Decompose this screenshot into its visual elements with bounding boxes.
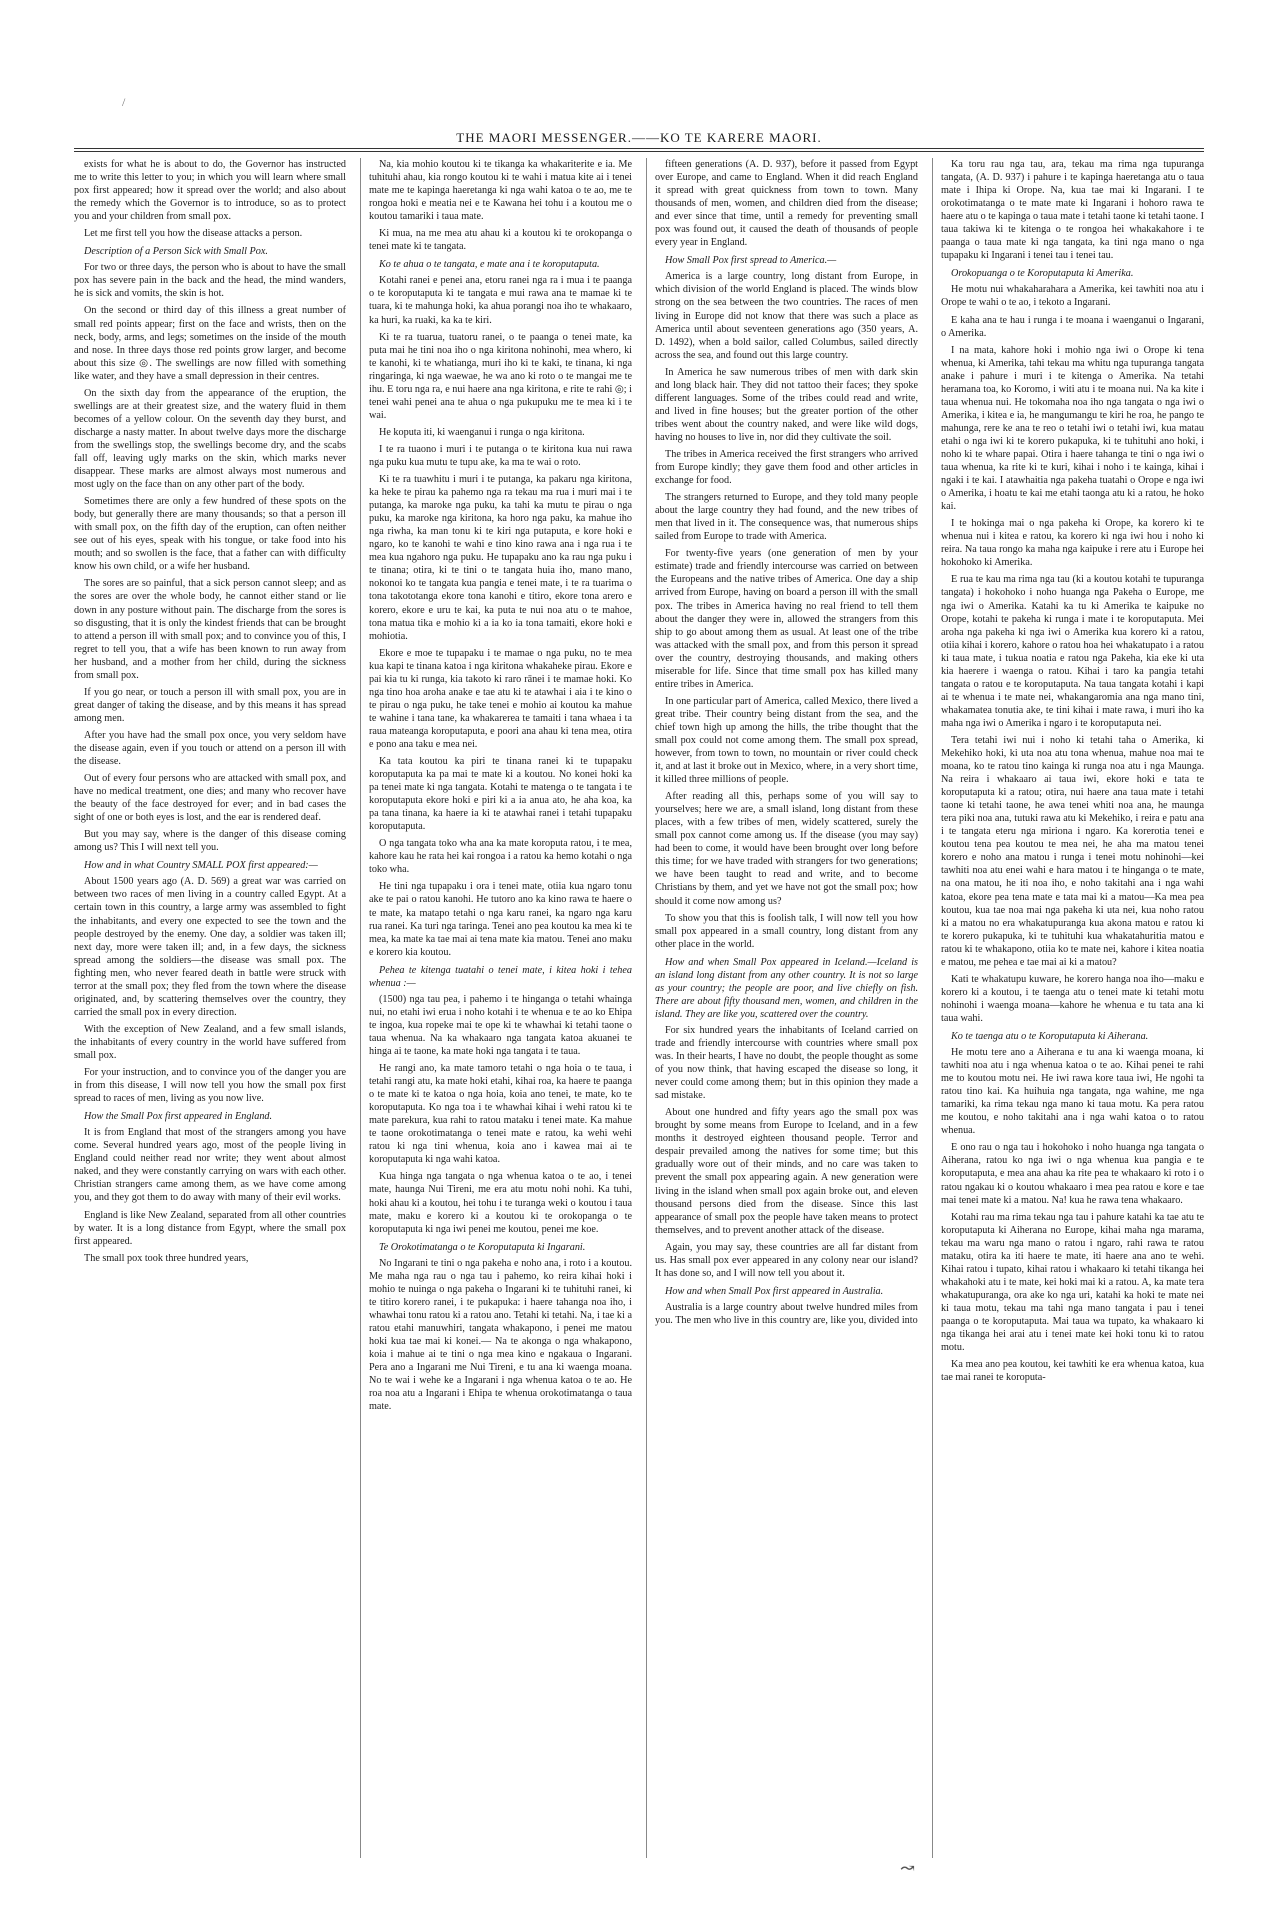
body-paragraph: On the sixth day from the appearance of the eruption, the swellings are at their greatest size, and the watery fluid in them becomes of a yellow colour. On the seventh day they burst, and discharge a nasty matter. In about twelve days more the discharge from the swellings stop, the swellings become dry, and the scabs fall off, leaving ugly marks on the skin, which marks never disappear. These marks are almost always most numerous and most ugly on the face than on any other part of the body. [74, 387, 346, 491]
body-paragraph: Ka mea ano pea koutou, kei tawhiti ke era whenua katoa, kua tae mai ranei te koroputa- [941, 1359, 1204, 1384]
body-paragraph: For six hundred years the inhabitants of Iceland carried on trade and friendly intercourse with countries where small pox was. In their hearts, I have no doubt, the people thought as some of you now think, that having escaped the disease so long, it never could come among them; but in this opinion they made a sad mistake. [655, 1024, 918, 1102]
body-paragraph: About 1500 years ago (A. D. 569) a great war was carried on between two races of men living in a country called Egypt. At a certain town in this country, a large army was assembled to fight the inhabitants, and every one expected to see the town and the people destroyed by the enemy. One day, a soldier was taken ill; next day, more were taken ill; and, in a few days, the sickness spread among the soldiers—the disease was small pox. The fighting men, who never feared death in battle were struck with terror at the small pox; they fled from the town where the disease originated, and, by scattering themselves over the country, they carried the small pox in every direction. [74, 876, 346, 1018]
body-paragraph: Ka toru rau nga tau, ara, tekau ma rima nga tupuranga tangata, (A. D. 937) i pahure i te kapinga haeretanga atu o taua mate i Ihipa ki Orope. Na, kua tae mai ki Ingarani. I te orokotimatanga o te mate mate ki Ingarani i hohoro rawa te haere atu o te kapinga o taua mate i tetahi taone ki tetahi taone. I taua takiwa ki te kitenga o te rongoa hei whakakahore i te paanga o taua mate ki nga tangata, ka tini nga mano o nga tupapaku ki Ingarani i tenei tau i tenei tau. [941, 159, 1204, 262]
header-rule [74, 151, 1204, 152]
section-heading: Pehea te kitenga tuatahi o tenei mate, i kitea hoki i tehea whenua :— [369, 964, 632, 989]
section-heading: How and in what Country SMALL POX first appeared:— [84, 860, 318, 872]
body-paragraph: I te ra tuaono i muri i te putanga o te kiritona kua nui rawa nga puku kua mutu te tupu ake, ka ma te wai o roto. [369, 443, 632, 468]
body-paragraph: fifteen generations (A. D. 937), before it passed from Egypt over Europe, and came to England. When it did reach England it spread with great quickness from town to town. Many thousands of men, women, and children died from the disease; and ever since that time, until a remedy for preventing small pox was found out, it caused the death of thousands of people every year in England. [655, 159, 918, 249]
body-paragraph: I na mata, kahore hoki i mohio nga iwi o Orope ki tena whenua, ki Amerika, tahi tekau ma whitu nga tupuranga tangata anake i pahure i muri i te kitenga o Amerika. Na tetahi heramana toa, ko Koromo, i witi atu i te moana nui. Na ka kite i taua whenua nui. He tokomaha noa iho nga tangata o nga iwi o Amerika, i kitea e ia, he mangumangu te kiri he roa, he pango te mahunga, rere ke ana te reo o tetahi iwi o tetahi iwi, kua matau etahi o nga iwi ki te korero pukapuka, ki te tuhituhi ano hoki, i noho ki te whare papai. Otira i haere tahanga te tini o nga iwi o taua whenua, ka rite ki te kuri, kihai i noho i te kainga, kihai i ngaki i te kai. I atawhaitia nga pakeha tuatahi o Orope e nga iwi o Amerika, i hoatu te kai me etahi taonga atu ki a ratou, he hoko kai. [941, 344, 1204, 513]
body-paragraph: For your instruction, and to convince you of the danger you are in from this disease, I will now tell you how the small pox first spread to races of men, living as you now live. [74, 1067, 346, 1105]
body-paragraph: The tribes in America received the first strangers who arrived from Europe kindly; they gave them food and other articles in exchange for food. [655, 448, 918, 487]
body-paragraph: Ki mua, na me mea atu ahau ki a koutou ki te orokopanga o tenei mate ki te tangata. [369, 228, 632, 253]
body-paragraph: He motu nui whakaharahara a Amerika, kei tawhiti noa atu i Orope te wahi o te ao, i tekoto a Ingarani. [941, 284, 1204, 309]
body-paragraph: The small pox took three hundred years, [84, 1252, 249, 1264]
section-heading: Orokopuanga o te Koroputaputa ki Amerika. [951, 268, 1134, 280]
text-columns [74, 158, 1204, 1858]
body-paragraph: Let me first tell you how the disease attacks a person. [84, 228, 303, 240]
column-english-1 [74, 158, 346, 1858]
running-title: THE MAORI MESSENGER.——KO TE KARERE MAORI. [456, 130, 822, 145]
body-paragraph: After reading all this, perhaps some of you will say to yourselves; here we are, a small island, long distant from these places, with a few tribes of men, widely scattered, surely the small pox cannot come among us. If the disease (you may say) had been to come, it would have been brought over long before this time; for we have traded with strangers for two generations; we have been taught to read and write, and to become Christians by them, and yet we have not got the small pox; how should it come now among us? [655, 791, 918, 907]
body-paragraph: America is a large country, long distant from Europe, in which division of the world England is placed. The winds blow strong on the sea between the two countries. The races of men living in Europe did not know that there was such a place as America until about seventeen generations ago (350 years, A. D. 1492), when a bold sailor, called Columbus, sailed directly across the sea, and found out this large country. [655, 271, 918, 361]
body-paragraph: Kati te whakatupu kuware, he korero hanga noa iho—maku e korero ki a koutou, i te taenga atu o tenei mate ki tetahi motu nohinohi i waenga moana—kahore he whenua e tu tata ana ki taua wahi. [941, 973, 1204, 1024]
body-paragraph: E kaha ana te hau i runga i te moana i waenganui o Ingarani, o Amerika. [941, 314, 1204, 339]
body-paragraph: To show you that this is foolish talk, I will now tell you how small pox appeared in a small country, long distant from any other place in the world. [655, 912, 918, 950]
body-paragraph: (1500) nga tau pea, i pahemo i te hinganga o tetahi whainga nui, no etahi iwi erua i noho kotahi i te whenua e te ao ko Ehipa te ingoa, kua ropeke mai te ope ki te whawhai ki tetahi taone o taua whenua. Na ka whakaaro nga tangata katoa akuanei te hinga ai te taone, ka mate hoki nga tangata i te taua. [369, 993, 632, 1057]
body-paragraph: Kotahi ranei e penei ana, etoru ranei nga ra i mua i te paanga o te koroputaputa ki te tangata e mui rawa ana te mamae ki te tuara, ki te mahunga hoki, ka ahua porangi noa iho te whakaaro, ka huri, ka ruaki, ka ka te kiri. [369, 275, 632, 326]
body-paragraph: I te hokinga mai o nga pakeha ki Orope, ka korero ki te whenua nui i kitea e ratou, ka korero ki nga iwi hou i noho ki reira. Na taua rongo ka maha nga kaipuke i rere atu i Europe hei hokohoko ki Amerika. [941, 518, 1204, 569]
body-paragraph: Again, you may say, these countries are all far distant from us. Has small pox ever appeared in any colony near our island? It has done so, and I will now tell you about it. [655, 1241, 918, 1279]
section-heading: How and when Small Pox appeared in Iceland.—Iceland is an island long distant from any other country. It is not so large as your country; the people are poor, and live chiefly on fish. There are about fifty thousand men, women, and children in the island. They are like you, scattered over the country. [655, 956, 918, 1020]
column-maori-2 [932, 158, 1204, 1858]
body-paragraph: Sometimes there are only a few hundred of these spots on the body, but generally there are many thousands; so that a person ill with small pox, on the fifth day of the eruption, can often neither see out of his eyes, speak with his tongue, or take food into his mouth; and so swollen is the face, that a father can with difficulty know his own child, or a wife her husband. [74, 496, 346, 573]
body-paragraph: He motu tere ano a Aiherana e tu ana ki waenga moana, ki tawhiti noa atu i nga whenua katoa o te ao. Kihai penei te rahi me to koutou motu nei. He iwi rawa kore taua iwi, He ngohi ta ratou tino kai. Ka huihuia nga tangata, nga wahine, me nga tamariki, ka rima tekau nga mano ki taua motu. Ka pera ratou me koutou, e noho takitahi ana i nga wahi katoa o to ratou whenua. [941, 1047, 1204, 1137]
body-paragraph: Kua hinga nga tangata o nga whenua katoa o te ao, i tenei mate, haunga Nui Tireni, me era atu motu nohi nohi. Ka tuhi, hoki ahau ki a koutou, hei tohu i te turanga weki o koutou i taua mate, maku e korero ki a koutou ki te orokopanga o te koroputaputa ki nga iwi penei me koutou, penei me koe. [369, 1171, 632, 1235]
body-paragraph: He rangi ano, ka mate tamoro tetahi o nga hoia o te taua, i tetahi rangi atu, ka mate hoki etahi, kihai roa, ka haere te paanga o te mate ki te katoa o nga hoia, koia ano tenei, te mate, ko te koroputaputa. Ko nga toa i te whawhai kihai i wehi ratou ki te mate parekura, kua rahi to ratou mataku i tenei mate. Ka mahue te taone orokotimatanga o tenei mate e ratou, ka wehi wehi ratou ki nga tini whenua, koia ano i kawea mai ai te koroputaputa ki nga wahi katoa. [369, 1063, 632, 1166]
body-paragraph: With the exception of New Zealand, and a few small islands, the inhabitants of every country in the world have suffered from small pox. [74, 1023, 346, 1061]
body-paragraph: Ekore e moe te tupapaku i te mamae o nga puku, no te mea kua kapi te tinana katoa i nga kiritona whakaheke pirau. Ekore e pai kia tu ki runga, kia takoto ki raro rānei i te mamae hoki. Ko nga tino hoa aroha anake e tae atu ki te atawhai i aia i te kino o te pirau o nga puku, he take tenei e mohio ai koutou ka mahue te wahine i tana tane, ka whakarerea te tamaiti i tana whaea i ta raua mateanga koroputaputa, e poori ana ahau ki tena mea, otira e pono ana taku e mea nei. [369, 647, 632, 750]
body-paragraph: No Ingarani te tini o nga pakeha e noho ana, i roto i a koutou. Me maha nga rau o nga tau i pahemo, ko reira kihai hoki i mohio te nuinga o nga pakeha o Ingarani ki te tuhituhi ranei, ki te titiro korero ranei, i te pukapuka: i haere tahanga noa iho, i whawhai tonu ratou ki a ratou ano. Tetahi ki tetahi. Na, i tae ki a ratou etahi manuwhiri, tangata whakapono, i penei me matou hoki kua tae mai ki konei.— Na te akonga o nga whakapono, koia i mahue ai te tini o nga mea kino e ngakaua o Ingarani. Pera ano a Ingarani me Nui Tireni, e tu ana ki waenga moana. No te wai i wehe ke a Ingarani i nga whenua katoa o te ao. He roa noa atu a Ingarani i Ehipa te whenua orokotimatanga o taua mate. [369, 1257, 632, 1413]
header-rule [74, 148, 1204, 149]
body-paragraph: The sores are so painful, that a sick person cannot sleep; and as the sores are over the whole body, he cannot either stand or lie down in any posture without pain. The discharge from the sores is so disgusting, that it is only the kindest friends that can be brought to attend a person ill with small pox; and to convince you of this, I regret to tell you, that a wife has been known to run away from her husband, and a mother from her child, during the sickness from small pox. [74, 578, 346, 681]
stray-ink-mark: ↝ [900, 1858, 916, 1878]
body-paragraph: But you may say, where is the danger of this disease coming among us? This I will next tell you. [74, 829, 346, 854]
body-paragraph: Na, kia mohio koutou ki te tikanga ka whakariterite e ia. Me tuhituhi ahau, kia rongo koutou ki te wahi i matua kite ai i tenei mate me te kapinga haeretanga ki nga wahi katoa o te ao, me te rongoa hoki e meatia nei e te Kawana hei tohu i a koutou me o koutou tamariki i taua mate. [369, 159, 632, 223]
body-paragraph: Kotahi rau ma rima tekau nga tau i pahure katahi ka tae atu te koroputaputa ki Aiherana no Europe, kihai maha nga marama, tekau ma waru nga mano o ratou i ngaro, rahi rawa te ratou mataku, otira ka iti haere te mate, iti haere ana ano te wehi. Kihai ratou i tupato, kihai ratou i whakaaro ki tetahi tikanga hei whakahoki atu i te mate, kei hoki mai ki a ratou. A, ka mate tera whakatupuranga, ora ake ko nga uri, katahi ka hoki te mate nei ki taua motu, tekau ma tahi nga mano tangata i pau i tenei paanga o te koroputaputa. Mai taua wa tupato, ka whakaaro ki nga tikanga hei arai atu i tenei mate kei hoki tonu ki to ratou motu. [941, 1211, 1204, 1354]
body-paragraph: If you go near, or touch a person ill with small pox, you are in great danger of taking the disease, and by this means it has spread among men. [74, 686, 346, 724]
body-paragraph: Ki te ra tuarua, tuatoru ranei, o te paanga o tenei mate, ka puta mai he tini noa iho o nga kiritona nohinohi, mea whero, ki te kanohi, ki te whatianga, muri iho ki te kaki, te tinana, ki nga ringaringa, ki nga waewae, he wa ano ki roto o te mangai me te ihu. E toru nga ra, e nui haere ana nga kiritona, e rite te rahi ◎; i tenei wahi penei ana te ahua o nga pukupuku me te mea ki i te wai. [369, 331, 632, 421]
body-paragraph: E ono rau o nga tau i hokohoko i noho huanga nga tangata o Aiherana, ratou ko nga iwi o nga whenua kua pangia e te koroputaputa, e mea ana ahau ka rite pea te whakaaro ki roto i o ratou ngakau ki o koutou whakaaro i mea pea ratou e kore e tae mai tenei mate ki a matou. Na! kua he rawa tena whakaaro. [941, 1142, 1204, 1206]
body-paragraph: On the second or third day of this illness a great number of small red points appear; first on the face and wrists, then on the neck, body, arms, and legs; sometimes on the inside of the mouth and nose. In three days those red points grow larger, and become about this size ◎. The swellings are now filled with something like water, and they have a small depression in their centres. [74, 305, 346, 382]
body-paragraph: England is like New Zealand, separated from all other countries by water. It is a long distance from Egypt, where the small pox first appeared. [74, 1209, 346, 1247]
body-paragraph: For twenty-five years (one generation of men by your estimate) trade and friendly intercourse was carried on between the Europeans and the native tribes of America. One day a ship arrived from Europe, having on board a person ill with the small pox. The tribes in America having no real friend to tell them about the danger they were in, allowed the strangers from this ship to go about among them as usual. At least one of the tribe was attacked with the small pox, and from this person it spread over the country, destroying thousands, and making others miserable for life. Since that time small pox has killed many entire tribes in America. [655, 548, 918, 690]
body-paragraph: Ka tata koutou ka piri te tinana ranei ki te tupapaku koroputaputa ka pa mai te mate ki a koutou. No konei hoki ka pa tenei mate ki nga tangata. Kotahi te matenga o te tangata i te koroputaputa ekore hoki e piri ki a ia anua ato, he aha koa, ka pa tana tinana, ka haere ia ki te atawhai ranei i tetahi tupapaku koroputaputa. [369, 756, 632, 833]
body-paragraph: Ki te ra tuawhitu i muri i te putanga, ka pakaru nga kiritona, ka heke te pirau ka pahemo nga ra tekau ma rua i muri mai i te putanga, ka maroke nga puku, ka tahi ka mutu te pirau o nga puku, ka maroke nga kiritona, ka horo nga paku, ka mahue iho nga riwha, ka man tonu ki te kiri nga putaputa, e kore hoki e ngaro, ko te kanohi te wahi e tino kino rawa ana i nga rua i te mea kua ngahoro nga puku. He tupapaku ano ka rau nga puku i te tinana; otira, ki te tini o te tangata huia iho, mano mano, nokonoi ko te tangata kua pangia e tenei mate, i te ra tuarima o tona takototanga ekore tona kanohi e titiro, ekore tona arero e korero, ekore e uru te kai, ka puta te nui noa atu o te mahoe, tona matua tika e mohio ki a ia ko ia tona tamaiti, ekore hoki e mohiotia. [369, 474, 632, 642]
body-paragraph: O nga tangata toko wha ana ka mate koroputa ratou, i te mea, kahore kau he rata hei kai rongoa i a ratou ka hemo kotahi o nga toko wha. [369, 838, 632, 876]
body-paragraph: Out of every four persons who are attacked with small pox, and have no medical treatment, one dies; and many who recover have the beauty of the face destroyed for ever; and in bad cases the sight of one or both eyes is lost, and the ear is rendered deaf. [74, 773, 346, 824]
section-heading: Te Orokotimatanga o te Koroputaputa ki Ingarani. [379, 1241, 586, 1253]
section-heading: Description of a Person Sick with Small Pox. [84, 246, 268, 258]
column-maori-1 [360, 158, 632, 1858]
body-paragraph: For two or three days, the person who is about to have the small pox has severe pain in the back and the head, the mind wanders, he is sick and vomits, the skin is hot. [74, 262, 346, 300]
section-heading: Ko te taenga atu o te Koroputaputa ki Aiherana. [951, 1031, 1149, 1042]
body-paragraph: Australia is a large country about twelve hundred miles from you. The men who live in this country are, like you, divided into [655, 1301, 918, 1326]
body-paragraph: It is from England that most of the strangers among you have come. Several hundred years ago, most of the people living in England could neither read nor write; they went about almost naked, and they were constantly carrying on wars with each other. Christian strangers came among them, as we have come among you, and they got them to do away with many of their evil works. [74, 1127, 346, 1204]
section-heading: How and when Small Pox first appeared in Australia. [665, 1285, 884, 1297]
body-paragraph: E rua te kau ma rima nga tau (ki a koutou kotahi te tupuranga tangata) i hokohoko i noho huanga nga Pakeha o Europe, me nga iwi o Amerika. Katahi ka tu ki Amerika te kaipuke no Orope, kotahi te pakeha ki runga i mate i te koroputaputa. Mei aroha nga pakeha ki nga iwi o Amerika kua korero ki a ratou, otiia kihai i korero, kahore o ratou hoa hei whakatupato i a ratou ki taua mate, i tukua noatia e ratou nga Pakeha, kia eke ki uta kia haerere i waenga o ratou. Kihai i taro ka pangia tetahi tangata o ratou e te koroputaputa. Na taua tangata kotahi i kapi ai te whenua i te mate nei, whakangaromia ana nga mano tini, whakamatea tonutia ake, te tini kihai i mate rawa, i muri iho ka maha nga iwi o Amerika i ngaro i te koroputaputa nei. [941, 574, 1204, 729]
section-heading: How Small Pox first spread to America.— [665, 255, 837, 267]
body-paragraph: Tera tetahi iwi nui i noho ki tetahi taha o Amerika, ki Mekehiko hoki, ki uta noa atu tona whenua, mahue noa mai te moana, ko te ratou tino kainga ki runga noa atu i nga Maunga. Na reira i whakaaro ai taua iwi, ekore hoki e tata te koroputaputa ki a ratou; otira, nui haere ana taua mate i tetahi taone ki tetahi taone, he awa tenei whiti noa ana, he maunga tera piki noa ana, tutuki rawa atu ki Mekehiko, i reira e patu ana i te tangata eteru nga miriona i ngaro. Ka korerotia tenei e koutou tena pea koutou te mea nei, he aha ma matou tenei korero e noho ana matou i runga i tenei motu nohinohi—kei tawhiti noa atu enei wahi e hara matou i te hinganga o te mate, na ona matou, he iti noa iho, e noho takitahi ana i nga wahi katoa, ekore pea tena mate e tata mai ki a matou—Ka mea pea koutou, kua tae noa mai nga pakeha ki uta nei, kua noho ratou ki a matou no era whakatupuranga kua akona matou e ratou ki te korero pukapuka, ki te tuhituhi kua whakatahuritia matou e ratou ki te whakapono, otiia ko te mate nei, kahore i kitea noatia e matou, me pehea e tae mai ai ki a matou? [941, 734, 1204, 968]
section-heading: Ko te ahua o te tangata, e mate ana i te koroputaputa. [379, 259, 600, 271]
section-heading: How the Small Pox first appeared in England. [84, 1111, 273, 1123]
body-paragraph: The strangers returned to Europe, and they told many people about the large country they had found, and the new tribes of men that lived in it. The consequence was, that numerous ships sailed from Europe to trade with America. [655, 492, 918, 543]
body-paragraph: He tini nga tupapaku i ora i tenei mate, otiia kua ngaro tonu ake te pai o ratou kanohi. He tutoro ano ka kino rawa te haere o te mate, ka matapo tetahi o nga karu ranei, ka ngaro nga karu rua ranei. Ka turi nga taringa. Tenei ano pea koutou ka mea ki te mea, ka mate ka tae mai ai tena mate kia matou. Tenei ano maku e korero kia koutou. [369, 881, 632, 958]
body-paragraph: In America he saw numerous tribes of men with dark skin and long black hair. They did not tattoo their faces; they spoke different languages. Some of the tribes could read and write, and lived in fine houses; but the greater portion of the other tribes went about the country naked, and were like wild dogs, having no houses to live in, nor did they cultivate the soil. [655, 366, 918, 443]
body-paragraph: After you have had the small pox once, you very seldom have the disease again, even if you touch or attend on a person ill with the disease. [74, 729, 346, 768]
column-english-2 [646, 158, 918, 1858]
stray-ink-mark: / [122, 95, 126, 109]
body-paragraph: exists for what he is about to do, the Governor has instructed me to write this letter to you; in which you will learn where small pox first appeared; how it spread over the world; and also about the remedy which the Governor is to introduce, so as to protect you and your children from small pox. [74, 159, 346, 223]
body-paragraph: He koputa iti, ki waenganui i runga o nga kiritona. [379, 426, 585, 438]
body-paragraph: About one hundred and fifty years ago the small pox was brought by some means from Europe to Iceland, and in a few months it destroyed eighteen thousand people. Terror and despair prevailed among the natives for some time; but this gradually wore out of their minds, and no care was taken to prevent the small pox appearing again. A new generation were living in the island when small pox again broke out, and eleven thousand persons died from the disease. Since this last appearance of small pox the people have taken means to protect themselves, and to prevent another attack of the disease. [655, 1107, 918, 1236]
body-paragraph: In one particular part of America, called Mexico, there lived a great tribe. Their country being distant from the sea, and the chief town high up among the hills, the tribe thought that the small pox could not come among them. The small pox spread, however, from town to town, no mountain or river could check it, and at last it broke out in Mexico, where, in a very short time, it killed three millions of people. [655, 695, 918, 786]
